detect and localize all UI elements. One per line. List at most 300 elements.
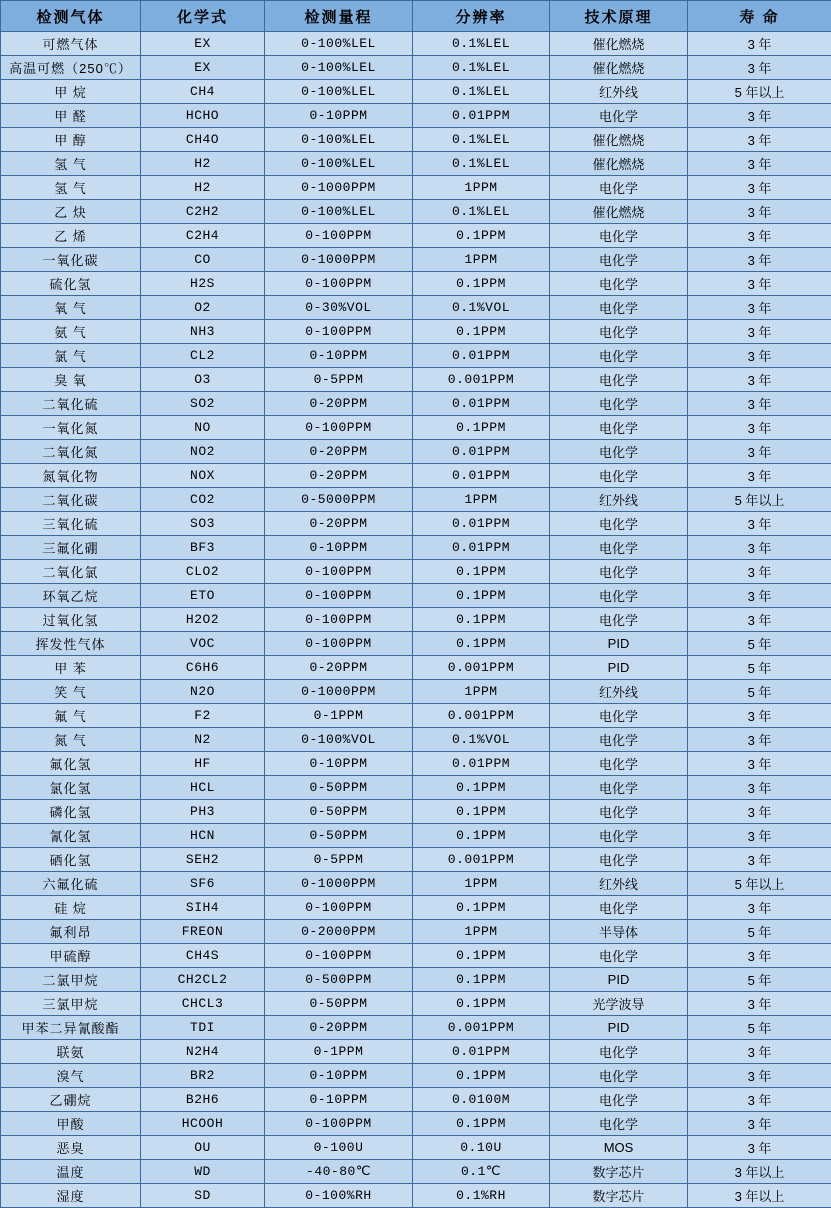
column-header-gas: 检测气体	[1, 1, 141, 32]
cell-lifetime: 3 年	[688, 584, 831, 608]
cell-principle: 电化学	[550, 848, 688, 872]
cell-resolution: 0.01PPM	[413, 440, 550, 464]
cell-principle: PID	[550, 1016, 688, 1040]
table-row	[1, 200, 831, 224]
cell-principle: 半导体	[550, 920, 688, 944]
cell-principle: 电化学	[550, 344, 688, 368]
cell-gas: 甲 烷	[1, 80, 141, 104]
cell-lifetime: 3 年	[688, 56, 831, 80]
cell-gas: 甲硫醇	[1, 944, 141, 968]
cell-resolution: 0.1PPM	[413, 584, 550, 608]
cell-resolution: 0.1PPM	[413, 968, 550, 992]
cell-resolution: 1PPM	[413, 248, 550, 272]
cell-resolution: 0.1PPM	[413, 1064, 550, 1088]
table-row	[1, 728, 831, 752]
table-row	[1, 992, 831, 1016]
cell-gas: 联氨	[1, 1040, 141, 1064]
cell-lifetime: 3 年	[688, 608, 831, 632]
cell-range: 0-5PPM	[265, 848, 413, 872]
cell-range: 0-50PPM	[265, 776, 413, 800]
cell-lifetime: 3 年	[688, 536, 831, 560]
cell-formula: B2H6	[141, 1088, 265, 1112]
cell-resolution: 0.01PPM	[413, 392, 550, 416]
table-row	[1, 608, 831, 632]
cell-principle: 催化燃烧	[550, 200, 688, 224]
cell-formula: OU	[141, 1136, 265, 1160]
cell-lifetime: 3 年	[688, 992, 831, 1016]
table-row	[1, 368, 831, 392]
cell-resolution: 0.1%RH	[413, 1184, 550, 1208]
table-header	[1, 1, 831, 32]
cell-formula: NO2	[141, 440, 265, 464]
table-row	[1, 560, 831, 584]
cell-range: 0-100%LEL	[265, 128, 413, 152]
cell-lifetime: 5 年	[688, 680, 831, 704]
cell-gas: 挥发性气体	[1, 632, 141, 656]
table-row	[1, 248, 831, 272]
cell-principle: 电化学	[550, 368, 688, 392]
column-header-range: 检测量程	[265, 1, 413, 32]
cell-resolution: 0.001PPM	[413, 368, 550, 392]
cell-formula: BF3	[141, 536, 265, 560]
cell-principle: 电化学	[550, 104, 688, 128]
cell-lifetime: 3 年	[688, 512, 831, 536]
cell-gas: 温度	[1, 1160, 141, 1184]
cell-gas: 氟 气	[1, 704, 141, 728]
table-row	[1, 824, 831, 848]
cell-gas: 乙 炔	[1, 200, 141, 224]
cell-resolution: 0.1%VOL	[413, 296, 550, 320]
cell-range: 0-100%LEL	[265, 32, 413, 56]
cell-lifetime: 3 年	[688, 944, 831, 968]
table-row	[1, 1184, 831, 1208]
cell-gas: 六氟化硫	[1, 872, 141, 896]
cell-principle: 电化学	[550, 608, 688, 632]
cell-resolution: 0.01PPM	[413, 536, 550, 560]
cell-resolution: 0.01PPM	[413, 512, 550, 536]
cell-principle: 电化学	[550, 752, 688, 776]
cell-range: 0-20PPM	[265, 464, 413, 488]
cell-resolution: 0.10U	[413, 1136, 550, 1160]
cell-range: 0-100%LEL	[265, 56, 413, 80]
cell-range: 0-20PPM	[265, 1016, 413, 1040]
cell-resolution: 1PPM	[413, 176, 550, 200]
cell-principle: 电化学	[550, 512, 688, 536]
cell-range: 0-50PPM	[265, 992, 413, 1016]
table-row	[1, 656, 831, 680]
cell-lifetime: 3 年	[688, 824, 831, 848]
cell-lifetime: 3 年	[688, 224, 831, 248]
cell-lifetime: 3 年	[688, 344, 831, 368]
table-row	[1, 464, 831, 488]
cell-formula: SEH2	[141, 848, 265, 872]
table-row	[1, 1088, 831, 1112]
cell-gas: 氨 气	[1, 320, 141, 344]
cell-resolution: 0.001PPM	[413, 1016, 550, 1040]
table-row	[1, 416, 831, 440]
table-row	[1, 488, 831, 512]
cell-lifetime: 3 年	[688, 104, 831, 128]
cell-lifetime: 3 年	[688, 1088, 831, 1112]
cell-lifetime: 3 年	[688, 464, 831, 488]
cell-principle: 红外线	[550, 80, 688, 104]
cell-lifetime: 3 年以上	[688, 1184, 831, 1208]
cell-principle: 催化燃烧	[550, 152, 688, 176]
table-row	[1, 1016, 831, 1040]
cell-resolution: 0.1PPM	[413, 1112, 550, 1136]
cell-formula: HF	[141, 752, 265, 776]
cell-principle: 电化学	[550, 800, 688, 824]
cell-resolution: 0.01PPM	[413, 1040, 550, 1064]
cell-lifetime: 3 年	[688, 392, 831, 416]
cell-principle: MOS	[550, 1136, 688, 1160]
cell-resolution: 0.1℃	[413, 1160, 550, 1184]
cell-range: 0-1000PPM	[265, 248, 413, 272]
cell-gas: 二氯甲烷	[1, 968, 141, 992]
table-header-row	[1, 1, 831, 32]
cell-formula: HCOOH	[141, 1112, 265, 1136]
cell-principle: 电化学	[550, 1040, 688, 1064]
table-row	[1, 32, 831, 56]
cell-formula: C2H2	[141, 200, 265, 224]
cell-lifetime: 3 年	[688, 200, 831, 224]
cell-lifetime: 5 年以上	[688, 488, 831, 512]
cell-resolution: 0.1PPM	[413, 608, 550, 632]
cell-resolution: 1PPM	[413, 920, 550, 944]
cell-principle: 电化学	[550, 464, 688, 488]
table-row	[1, 104, 831, 128]
cell-range: 0-5PPM	[265, 368, 413, 392]
cell-formula: SO2	[141, 392, 265, 416]
cell-formula: CH4S	[141, 944, 265, 968]
cell-resolution: 0.1PPM	[413, 632, 550, 656]
cell-formula: TDI	[141, 1016, 265, 1040]
cell-resolution: 0.1%LEL	[413, 32, 550, 56]
table-row	[1, 704, 831, 728]
cell-principle: 电化学	[550, 1112, 688, 1136]
cell-gas: 高温可燃（250℃）	[1, 56, 141, 80]
cell-principle: 数字芯片	[550, 1160, 688, 1184]
cell-lifetime: 3 年	[688, 272, 831, 296]
cell-range: 0-1000PPM	[265, 176, 413, 200]
cell-gas: 氟化氢	[1, 752, 141, 776]
cell-formula: H2	[141, 176, 265, 200]
cell-principle: 电化学	[550, 536, 688, 560]
cell-range: 0-10PPM	[265, 344, 413, 368]
cell-lifetime: 5 年	[688, 656, 831, 680]
cell-lifetime: 3 年	[688, 1040, 831, 1064]
cell-formula: NO	[141, 416, 265, 440]
table-row	[1, 800, 831, 824]
cell-formula: CH2CL2	[141, 968, 265, 992]
cell-gas: 氢 气	[1, 152, 141, 176]
cell-gas: 一氧化氮	[1, 416, 141, 440]
cell-formula: CO2	[141, 488, 265, 512]
column-header-formula: 化学式	[141, 1, 265, 32]
cell-range: 0-100PPM	[265, 416, 413, 440]
cell-range: 0-10PPM	[265, 536, 413, 560]
cell-principle: 电化学	[550, 320, 688, 344]
cell-principle: 电化学	[550, 296, 688, 320]
cell-formula: NH3	[141, 320, 265, 344]
table-row	[1, 152, 831, 176]
table-row	[1, 272, 831, 296]
cell-resolution: 0.1%LEL	[413, 152, 550, 176]
cell-lifetime: 3 年	[688, 368, 831, 392]
cell-lifetime: 3 年	[688, 848, 831, 872]
cell-lifetime: 3 年	[688, 728, 831, 752]
cell-gas: 硅 烷	[1, 896, 141, 920]
cell-principle: 催化燃烧	[550, 128, 688, 152]
cell-gas: 乙硼烷	[1, 1088, 141, 1112]
cell-gas: 甲酸	[1, 1112, 141, 1136]
cell-lifetime: 3 年	[688, 752, 831, 776]
table-row	[1, 1136, 831, 1160]
cell-gas: 二氧化碳	[1, 488, 141, 512]
table-row	[1, 872, 831, 896]
cell-lifetime: 3 年	[688, 320, 831, 344]
table-row	[1, 776, 831, 800]
cell-range: 0-50PPM	[265, 800, 413, 824]
cell-range: 0-100PPM	[265, 584, 413, 608]
cell-principle: PID	[550, 656, 688, 680]
cell-resolution: 0.001PPM	[413, 848, 550, 872]
cell-resolution: 0.1PPM	[413, 416, 550, 440]
cell-range: 0-1000PPM	[265, 872, 413, 896]
cell-formula: EX	[141, 56, 265, 80]
cell-gas: 氰化氢	[1, 824, 141, 848]
cell-lifetime: 3 年以上	[688, 1160, 831, 1184]
cell-lifetime: 3 年	[688, 1112, 831, 1136]
cell-lifetime: 3 年	[688, 440, 831, 464]
cell-range: 0-2000PPM	[265, 920, 413, 944]
cell-range: -40-80℃	[265, 1160, 413, 1184]
table-row	[1, 440, 831, 464]
cell-gas: 湿度	[1, 1184, 141, 1208]
cell-principle: 红外线	[550, 872, 688, 896]
cell-range: 0-20PPM	[265, 656, 413, 680]
cell-range: 0-30%VOL	[265, 296, 413, 320]
cell-resolution: 0.1PPM	[413, 560, 550, 584]
cell-resolution: 0.1PPM	[413, 992, 550, 1016]
cell-gas: 过氧化氢	[1, 608, 141, 632]
cell-resolution: 0.1%LEL	[413, 80, 550, 104]
cell-lifetime: 3 年	[688, 32, 831, 56]
cell-lifetime: 5 年	[688, 1016, 831, 1040]
cell-formula: HCN	[141, 824, 265, 848]
cell-principle: PID	[550, 968, 688, 992]
cell-principle: 红外线	[550, 680, 688, 704]
cell-principle: 电化学	[550, 824, 688, 848]
table-row	[1, 320, 831, 344]
cell-lifetime: 5 年	[688, 920, 831, 944]
cell-resolution: 1PPM	[413, 488, 550, 512]
cell-gas: 硒化氢	[1, 848, 141, 872]
cell-lifetime: 5 年	[688, 632, 831, 656]
cell-range: 0-500PPM	[265, 968, 413, 992]
cell-principle: 电化学	[550, 704, 688, 728]
cell-principle: 催化燃烧	[550, 32, 688, 56]
cell-formula: CH4	[141, 80, 265, 104]
cell-resolution: 0.001PPM	[413, 656, 550, 680]
cell-lifetime: 5 年以上	[688, 80, 831, 104]
cell-formula: CO	[141, 248, 265, 272]
cell-resolution: 0.1PPM	[413, 776, 550, 800]
cell-resolution: 0.1PPM	[413, 944, 550, 968]
cell-gas: 甲 醇	[1, 128, 141, 152]
cell-range: 0-100PPM	[265, 224, 413, 248]
cell-formula: HCHO	[141, 104, 265, 128]
cell-gas: 环氧乙烷	[1, 584, 141, 608]
cell-gas: 氮 气	[1, 728, 141, 752]
cell-principle: 电化学	[550, 1088, 688, 1112]
cell-principle: 光学波导	[550, 992, 688, 1016]
cell-principle: PID	[550, 632, 688, 656]
cell-formula: H2S	[141, 272, 265, 296]
cell-principle: 电化学	[550, 584, 688, 608]
cell-gas: 甲 苯	[1, 656, 141, 680]
cell-resolution: 0.01PPM	[413, 104, 550, 128]
cell-range: 0-10PPM	[265, 104, 413, 128]
cell-range: 0-100PPM	[265, 608, 413, 632]
cell-formula: CLO2	[141, 560, 265, 584]
table-row	[1, 176, 831, 200]
cell-resolution: 0.1%VOL	[413, 728, 550, 752]
cell-principle: 电化学	[550, 416, 688, 440]
cell-range: 0-100PPM	[265, 560, 413, 584]
cell-gas: 可燃气体	[1, 32, 141, 56]
cell-formula: C2H4	[141, 224, 265, 248]
table-row	[1, 536, 831, 560]
cell-resolution: 1PPM	[413, 872, 550, 896]
cell-resolution: 0.1PPM	[413, 320, 550, 344]
cell-range: 0-100PPM	[265, 896, 413, 920]
cell-formula: SD	[141, 1184, 265, 1208]
cell-formula: H2	[141, 152, 265, 176]
cell-resolution: 0.01PPM	[413, 344, 550, 368]
cell-formula: VOC	[141, 632, 265, 656]
cell-range: 0-100PPM	[265, 320, 413, 344]
cell-range: 0-10PPM	[265, 752, 413, 776]
cell-lifetime: 3 年	[688, 128, 831, 152]
table-row	[1, 1064, 831, 1088]
cell-principle: 电化学	[550, 776, 688, 800]
table-row	[1, 920, 831, 944]
cell-range: 0-100%VOL	[265, 728, 413, 752]
table-row	[1, 944, 831, 968]
cell-principle: 电化学	[550, 1064, 688, 1088]
cell-principle: 电化学	[550, 176, 688, 200]
table-row	[1, 224, 831, 248]
cell-principle: 电化学	[550, 440, 688, 464]
table-row	[1, 848, 831, 872]
cell-lifetime: 3 年	[688, 896, 831, 920]
cell-formula: CL2	[141, 344, 265, 368]
table-row	[1, 344, 831, 368]
cell-gas: 二氧化氮	[1, 440, 141, 464]
cell-gas: 溴气	[1, 1064, 141, 1088]
cell-gas: 氟利昂	[1, 920, 141, 944]
cell-resolution: 0.1PPM	[413, 272, 550, 296]
table-row	[1, 1112, 831, 1136]
cell-resolution: 0.1%LEL	[413, 200, 550, 224]
cell-formula: CHCL3	[141, 992, 265, 1016]
cell-range: 0-50PPM	[265, 824, 413, 848]
cell-gas: 恶臭	[1, 1136, 141, 1160]
cell-principle: 电化学	[550, 728, 688, 752]
cell-formula: C6H6	[141, 656, 265, 680]
table-row	[1, 80, 831, 104]
cell-principle: 红外线	[550, 488, 688, 512]
column-header-lifetime: 寿 命	[688, 1, 831, 32]
cell-range: 0-100PPM	[265, 632, 413, 656]
cell-gas: 磷化氢	[1, 800, 141, 824]
cell-principle: 电化学	[550, 248, 688, 272]
cell-lifetime: 3 年	[688, 776, 831, 800]
cell-resolution: 1PPM	[413, 680, 550, 704]
table-row	[1, 680, 831, 704]
cell-lifetime: 3 年	[688, 296, 831, 320]
cell-formula: H2O2	[141, 608, 265, 632]
cell-gas: 三氟化硼	[1, 536, 141, 560]
cell-lifetime: 3 年	[688, 248, 831, 272]
cell-principle: 电化学	[550, 392, 688, 416]
cell-formula: O2	[141, 296, 265, 320]
cell-gas: 二氧化氯	[1, 560, 141, 584]
cell-gas: 乙 烯	[1, 224, 141, 248]
cell-lifetime: 3 年	[688, 152, 831, 176]
table-row	[1, 584, 831, 608]
table-row	[1, 512, 831, 536]
cell-gas: 甲苯二异氰酸酯	[1, 1016, 141, 1040]
cell-range: 0-20PPM	[265, 512, 413, 536]
cell-formula: FREON	[141, 920, 265, 944]
cell-range: 0-5000PPM	[265, 488, 413, 512]
cell-formula: SIH4	[141, 896, 265, 920]
cell-range: 0-20PPM	[265, 440, 413, 464]
cell-formula: HCL	[141, 776, 265, 800]
table-row	[1, 968, 831, 992]
cell-gas: 三氧化硫	[1, 512, 141, 536]
cell-resolution: 0.001PPM	[413, 704, 550, 728]
cell-range: 0-100U	[265, 1136, 413, 1160]
cell-principle: 电化学	[550, 944, 688, 968]
cell-principle: 电化学	[550, 896, 688, 920]
cell-resolution: 0.1%LEL	[413, 56, 550, 80]
column-header-principle: 技术原理	[550, 1, 688, 32]
cell-formula: SO3	[141, 512, 265, 536]
cell-range: 0-100%RH	[265, 1184, 413, 1208]
cell-gas: 氮氧化物	[1, 464, 141, 488]
table-row	[1, 752, 831, 776]
table-row	[1, 296, 831, 320]
cell-formula: O3	[141, 368, 265, 392]
cell-gas: 笑 气	[1, 680, 141, 704]
cell-resolution: 0.01PPM	[413, 752, 550, 776]
cell-range: 0-1000PPM	[265, 680, 413, 704]
cell-range: 0-100PPM	[265, 1112, 413, 1136]
cell-formula: N2O	[141, 680, 265, 704]
cell-formula: N2	[141, 728, 265, 752]
table-row	[1, 56, 831, 80]
cell-resolution: 0.1PPM	[413, 896, 550, 920]
cell-gas: 硫化氢	[1, 272, 141, 296]
cell-lifetime: 3 年	[688, 1136, 831, 1160]
cell-range: 0-100PPM	[265, 272, 413, 296]
cell-resolution: 0.1PPM	[413, 824, 550, 848]
cell-resolution: 0.0100M	[413, 1088, 550, 1112]
cell-gas: 氯化氢	[1, 776, 141, 800]
